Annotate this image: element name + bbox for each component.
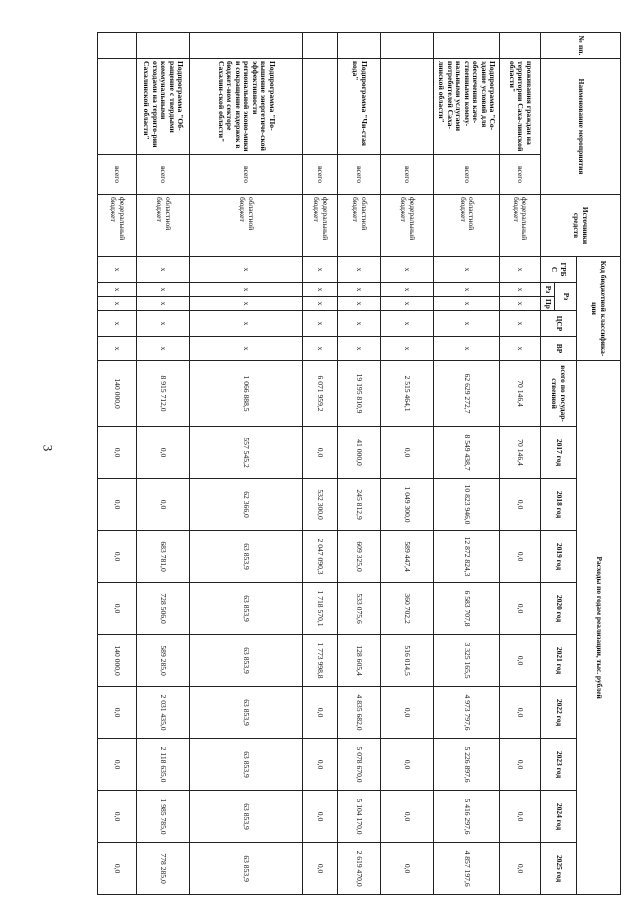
cell-code: x: [190, 311, 303, 337]
cell-source: федеральный бюджет: [98, 195, 137, 257]
cell-year-value: 63 853,9: [190, 843, 303, 895]
cell-no: [303, 33, 338, 59]
cell-code: x: [303, 311, 338, 337]
table-row: [303, 33, 338, 895]
cell-year-value: 0,0: [381, 791, 434, 843]
cell-year-value: 128 605,4: [337, 635, 380, 687]
cell-source: областной бюджет: [434, 195, 500, 257]
header-csr: ЦСР: [541, 311, 577, 337]
table-row: [137, 33, 190, 895]
cell-kind: всего: [303, 155, 338, 195]
header-year: 2022 год: [541, 687, 577, 739]
cell-year-value: 70 146,4: [499, 427, 540, 479]
cell-source: областной бюджет: [337, 195, 380, 257]
cell-code: x: [137, 311, 190, 337]
header-name: Наименование мероприятия: [541, 59, 621, 195]
header-pr: Пр: [541, 297, 555, 311]
cell-kind: всего: [190, 155, 303, 195]
table-row: [337, 33, 380, 895]
table-row: [190, 33, 303, 895]
cell-year-value: 683 781,0: [137, 531, 190, 583]
cell-year-value: 0,0: [499, 791, 540, 843]
table-row: [98, 33, 137, 895]
rotated-table-wrapper: [97, 32, 621, 886]
cell-code: x: [137, 297, 190, 311]
cell-no: [337, 33, 380, 59]
cell-name: [303, 59, 338, 155]
cell-source: областной бюджет: [190, 195, 303, 257]
cell-code: x: [434, 283, 500, 297]
header-year: 2021 год: [541, 635, 577, 687]
cell-year-value: 2 031 435,0: [137, 687, 190, 739]
cell-name: [98, 59, 137, 155]
cell-year-value: 778 285,0: [137, 843, 190, 895]
cell-source: федеральный бюджет: [381, 195, 434, 257]
cell-code: x: [98, 297, 137, 311]
cell-year-value: 0,0: [98, 531, 137, 583]
cell-year-value: 2 047 090,3: [303, 531, 338, 583]
cell-no: [190, 33, 303, 59]
cell-year-value: 0,0: [499, 531, 540, 583]
cell-code: x: [434, 257, 500, 283]
cell-code: x: [303, 297, 338, 311]
cell-year-value: 557 545,2: [190, 427, 303, 479]
header-year: 2024 год: [541, 791, 577, 843]
cell-year-value: 5 078 670,0: [337, 739, 380, 791]
cell-year-value: 4 973 797,6: [434, 687, 500, 739]
cell-code: x: [434, 311, 500, 337]
cell-year-value: 6 583 707,8: [434, 583, 500, 635]
header-year: 2017 год: [541, 427, 577, 479]
cell-total: 6 071 959,2: [303, 361, 338, 427]
cell-code: x: [337, 311, 380, 337]
table-row: [434, 33, 500, 895]
header-sources: Источники средств: [541, 195, 621, 257]
cell-year-value: 63 853,9: [190, 635, 303, 687]
cell-year-value: 0,0: [499, 583, 540, 635]
cell-year-value: 4 857 197,6: [434, 843, 500, 895]
cell-year-value: 4 835 682,0: [337, 687, 380, 739]
cell-total: 2 515 464,1: [381, 361, 434, 427]
cell-name: [381, 59, 434, 155]
expenditure-table: [97, 32, 621, 895]
cell-source: областной бюджет: [137, 195, 190, 257]
cell-year-value: 10 823 946,0: [434, 479, 500, 531]
cell-name: Подпрограмма "Об-ращение с твердыми коммунальными отходами на террито-рии Сахалинской области": [137, 59, 190, 155]
cell-code: x: [137, 283, 190, 297]
cell-year-value: 140 000,0: [98, 635, 137, 687]
cell-code: x: [98, 257, 137, 283]
cell-code: x: [337, 337, 380, 361]
header-year: 2018 год: [541, 479, 577, 531]
cell-year-value: 0,0: [98, 479, 137, 531]
cell-year-value: 609 325,0: [337, 531, 380, 583]
header-rz: Рз: [555, 283, 577, 311]
cell-year-value: 533 075,6: [337, 583, 380, 635]
cell-code: x: [499, 337, 540, 361]
cell-year-value: 0,0: [499, 687, 540, 739]
cell-code: x: [381, 257, 434, 283]
cell-code: x: [303, 337, 338, 361]
cell-name: Подпрограмма "Со-здание условий для обеспечения каче-ственными комму-нальными услугами потребителей Саха-линской области": [434, 59, 500, 155]
cell-source: федеральный бюджет: [499, 195, 540, 257]
cell-year-value: 0,0: [303, 739, 338, 791]
cell-no: [98, 33, 137, 59]
cell-name: проживания граждан на территории Саха-линской области": [499, 59, 540, 155]
cell-source: федеральный бюджет: [303, 195, 338, 257]
cell-year-value: 516 014,5: [381, 635, 434, 687]
cell-year-value: 0,0: [499, 739, 540, 791]
cell-total: 70 146,4: [499, 361, 540, 427]
cell-year-value: 0,0: [499, 635, 540, 687]
table-row: [381, 33, 434, 895]
page-number: 3: [40, 444, 56, 452]
cell-year-value: 63 853,9: [190, 791, 303, 843]
cell-code: x: [434, 297, 500, 311]
cell-code: x: [190, 283, 303, 297]
header-total: всего по государ-ственной: [541, 361, 577, 427]
cell-kind: всего: [499, 155, 540, 195]
cell-year-value: 1 718 570,1: [303, 583, 338, 635]
header-year: 2020 год: [541, 583, 577, 635]
cell-code: x: [499, 257, 540, 283]
cell-year-value: 8 549 438,7: [434, 427, 500, 479]
cell-kind: всего: [137, 155, 190, 195]
header-no: № пп.: [541, 33, 621, 59]
cell-year-value: 0,0: [98, 427, 137, 479]
cell-no: [434, 33, 500, 59]
cell-code: x: [98, 337, 137, 361]
cell-year-value: 62 366,0: [190, 479, 303, 531]
cell-total: 140 000,0: [98, 361, 137, 427]
cell-year-value: 0,0: [98, 583, 137, 635]
header-year: 2023 год: [541, 739, 577, 791]
cell-code: x: [499, 297, 540, 311]
cell-code: x: [190, 297, 303, 311]
cell-code: x: [381, 283, 434, 297]
cell-year-value: 63 853,9: [190, 583, 303, 635]
cell-year-value: 12 872 824,3: [434, 531, 500, 583]
cell-code: x: [190, 257, 303, 283]
cell-year-value: 360 702,2: [381, 583, 434, 635]
cell-year-value: 5 416 297,6: [434, 791, 500, 843]
cell-total: 8 915 712,0: [137, 361, 190, 427]
cell-code: x: [381, 337, 434, 361]
cell-year-value: 63 853,9: [190, 739, 303, 791]
cell-year-value: 1 049 300,0: [381, 479, 434, 531]
cell-code: x: [98, 311, 137, 337]
cell-kind: всего: [98, 155, 137, 195]
rotated-table-frame: [97, 32, 621, 886]
cell-year-value: 41 000,0: [337, 427, 380, 479]
cell-year-value: 0,0: [303, 791, 338, 843]
header-code-group: Код бюджетной классифика-ции: [577, 257, 621, 361]
cell-code: x: [303, 283, 338, 297]
cell-year-value: 0,0: [499, 479, 540, 531]
cell-year-value: 0,0: [98, 791, 137, 843]
cell-year-value: 532 300,0: [303, 479, 338, 531]
cell-year-value: 0,0: [381, 687, 434, 739]
cell-no: [499, 33, 540, 59]
header-grbs: ГРБ С: [541, 257, 577, 283]
header-year: 2025 год: [541, 843, 577, 895]
cell-code: x: [381, 297, 434, 311]
table-row: [499, 33, 540, 895]
cell-code: x: [337, 283, 380, 297]
cell-kind: всего: [381, 155, 434, 195]
header-rz-sub: Рз: [541, 283, 555, 297]
cell-total: 62 629 272,7: [434, 361, 500, 427]
cell-kind: всего: [434, 155, 500, 195]
cell-year-value: 0,0: [303, 427, 338, 479]
cell-code: x: [337, 297, 380, 311]
cell-year-value: 728 506,0: [137, 583, 190, 635]
cell-code: x: [98, 283, 137, 297]
cell-year-value: 0,0: [98, 687, 137, 739]
cell-code: x: [434, 337, 500, 361]
cell-year-value: 63 853,9: [190, 531, 303, 583]
cell-code: x: [137, 257, 190, 283]
cell-year-value: 2 118 635,0: [137, 739, 190, 791]
cell-code: x: [303, 257, 338, 283]
cell-year-value: 0,0: [98, 843, 137, 895]
cell-year-value: 5 226 897,6: [434, 739, 500, 791]
cell-code: x: [137, 337, 190, 361]
header-year: 2019 год: [541, 531, 577, 583]
cell-year-value: 0,0: [303, 843, 338, 895]
cell-year-value: 0,0: [381, 427, 434, 479]
cell-year-value: 589 285,0: [137, 635, 190, 687]
cell-year-value: 0,0: [381, 739, 434, 791]
cell-kind: всего: [337, 155, 380, 195]
cell-year-value: 2 619 470,0: [337, 843, 380, 895]
cell-year-value: 1 985 785,0: [137, 791, 190, 843]
cell-total: 1 066 888,5: [190, 361, 303, 427]
header-spending-group: Расходы по годам реализации, тыс. рублей: [577, 361, 621, 895]
cell-code: x: [381, 311, 434, 337]
cell-year-value: 0,0: [381, 843, 434, 895]
cell-year-value: 5 104 170,0: [337, 791, 380, 843]
cell-year-value: 0,0: [137, 479, 190, 531]
cell-code: x: [499, 283, 540, 297]
cell-year-value: 63 853,9: [190, 687, 303, 739]
cell-year-value: 1 773 998,8: [303, 635, 338, 687]
cell-year-value: 0,0: [137, 427, 190, 479]
cell-year-value: 0,0: [303, 687, 338, 739]
cell-name: Подпрограмма "По-вышение энергетиче-ской эффективности региональной эконо-мики и сокращение издержек в бюджет-ном секторе Сахалин-ской области": [190, 59, 303, 155]
cell-year-value: 589 447,4: [381, 531, 434, 583]
cell-no: [381, 33, 434, 59]
cell-year-value: 245 812,9: [337, 479, 380, 531]
cell-no: [137, 33, 190, 59]
cell-year-value: 3 325 165,5: [434, 635, 500, 687]
cell-code: x: [499, 311, 540, 337]
cell-name: Подпрограмма "Чи-стая вода": [337, 59, 380, 155]
cell-code: x: [337, 257, 380, 283]
header-vr: ВР: [541, 337, 577, 361]
cell-total: 19 195 810,9: [337, 361, 380, 427]
cell-year-value: 0,0: [98, 739, 137, 791]
cell-code: x: [190, 337, 303, 361]
cell-year-value: 0,0: [499, 843, 540, 895]
